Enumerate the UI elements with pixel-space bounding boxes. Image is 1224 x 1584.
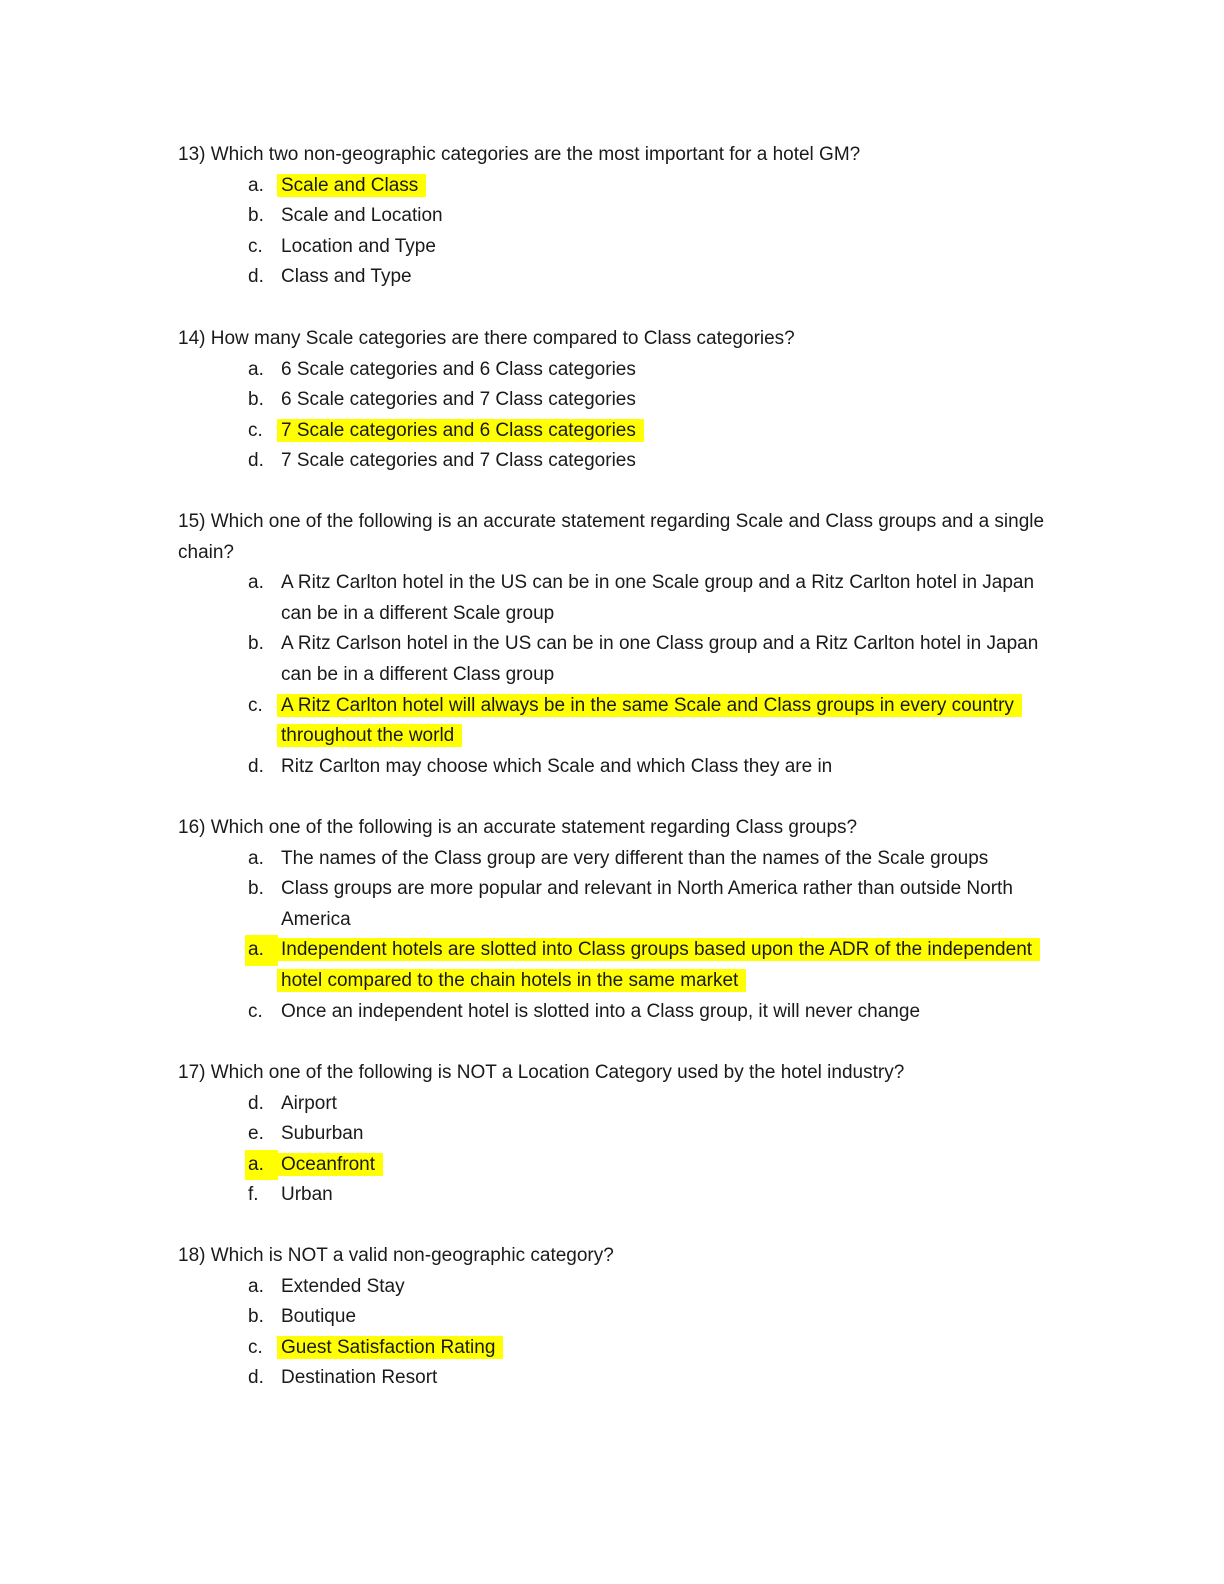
option-item: [178, 1302, 1078, 1333]
option-letter: b.: [248, 633, 264, 655]
question-text: 13) Which two non-geographic categories are the most important for a hotel GM?: [178, 144, 861, 165]
option-text: Scale and Location: [281, 205, 443, 227]
option-letter: d.: [248, 1367, 264, 1389]
option-item: [178, 1150, 1078, 1181]
option-text: Class groups are more popular and relevant in North America rather than outside North America: [281, 878, 1013, 930]
question-16: [178, 813, 1078, 1027]
option-letter: a.: [248, 174, 264, 196]
option-item: [178, 844, 1078, 875]
option-item: [178, 1180, 1078, 1211]
option-letter: d.: [248, 266, 264, 288]
option-text: Independent hotels are slotted into Class groups based upon the ADR of the independent hotel compared to the chain hotels in the same market: [277, 938, 1040, 992]
option-text: 7 Scale categories and 7 Class categories: [281, 450, 636, 472]
option-item: [178, 1272, 1078, 1303]
option-text: Suburban: [281, 1123, 364, 1145]
option-item: [178, 1333, 1078, 1364]
option-letter: c.: [248, 694, 263, 716]
option-text: 6 Scale categories and 6 Class categories: [281, 358, 636, 380]
option-letter: c.: [248, 419, 263, 441]
option-item: [178, 1119, 1078, 1150]
option-list: [178, 171, 1078, 293]
question-text: 17) Which one of the following is NOT a Location Category used by the hotel industry?: [178, 1062, 905, 1083]
option-text: A Ritz Carlson hotel in the US can be in one Class group and a Ritz Carlton hotel in Japan can be in a different Class group: [281, 633, 1039, 685]
option-letter: f.: [248, 1184, 259, 1206]
option-text: Guest Satisfaction Rating: [277, 1336, 503, 1359]
option-item: [178, 935, 1078, 996]
option-text: Boutique: [281, 1306, 357, 1328]
option-letter: b.: [248, 389, 264, 411]
option-item: [178, 201, 1078, 232]
option-letter: d.: [248, 755, 264, 777]
option-list: [178, 1272, 1078, 1394]
option-text: Class and Type: [281, 266, 412, 288]
option-letter: a.: [248, 847, 264, 869]
option-text: Destination Resort: [281, 1367, 438, 1389]
option-item: [178, 1363, 1078, 1394]
question-text: 15) Which one of the following is an accurate statement regarding Scale and Class groups and a single chain?: [178, 511, 1045, 563]
question-text: 18) Which is NOT a valid non-geographic category?: [178, 1245, 614, 1266]
option-item: [178, 171, 1078, 202]
option-item: [178, 691, 1078, 752]
question-15: [178, 507, 1078, 782]
option-letter: b.: [248, 205, 264, 227]
option-letter: a.: [248, 572, 264, 594]
option-text: Extended Stay: [281, 1275, 405, 1297]
option-item: [178, 262, 1078, 293]
option-item: [178, 1089, 1078, 1120]
option-list: [178, 568, 1078, 782]
option-list: [178, 355, 1078, 477]
option-item: [178, 232, 1078, 263]
option-text: Airport: [281, 1092, 337, 1114]
option-letter: a.: [248, 1275, 264, 1297]
option-letter: d.: [248, 450, 264, 472]
question-13: [178, 140, 1078, 293]
question-14: [178, 324, 1078, 477]
option-text: The names of the Class group are very different than the names of the Scale groups: [281, 847, 989, 869]
option-letter: b.: [248, 878, 264, 900]
option-text: A Ritz Carlton hotel in the US can be in one Scale group and a Ritz Carlton hotel in Japan can be in a different Scale group: [281, 572, 1035, 624]
option-item: [178, 752, 1078, 783]
option-text: Ritz Carlton may choose which Scale and which Class they are in: [281, 755, 833, 777]
option-text: 6 Scale categories and 7 Class categories: [281, 389, 636, 411]
option-letter: a.: [248, 358, 264, 380]
option-letter: a.: [245, 935, 278, 966]
option-letter: c.: [248, 1336, 263, 1358]
option-letter: a.: [245, 1150, 278, 1181]
option-text: Urban: [281, 1184, 333, 1206]
option-text: Scale and Class: [277, 174, 426, 197]
option-letter: b.: [248, 1306, 264, 1328]
option-item: [178, 874, 1078, 935]
option-text: 7 Scale categories and 6 Class categories: [277, 419, 644, 442]
question-18: [178, 1241, 1078, 1394]
option-text: Once an independent hotel is slotted into a Class group, it will never change: [281, 1000, 921, 1022]
option-item: [178, 568, 1078, 629]
option-item: [178, 629, 1078, 690]
option-text: A Ritz Carlton hotel will always be in the same Scale and Class groups in every country throughout the world: [277, 694, 1022, 748]
question-text: 16) Which one of the following is an accurate statement regarding Class groups?: [178, 817, 858, 838]
option-item: [178, 385, 1078, 416]
option-letter: c.: [248, 1000, 263, 1022]
option-letter: e.: [248, 1123, 264, 1145]
option-item: [178, 997, 1078, 1028]
option-item: [178, 416, 1078, 447]
option-list: [178, 844, 1078, 1028]
option-text: Oceanfront: [277, 1153, 383, 1176]
option-list: [178, 1089, 1078, 1211]
question-text: 14) How many Scale categories are there compared to Class categories?: [178, 328, 795, 349]
option-letter: c.: [248, 235, 263, 257]
option-item: [178, 355, 1078, 386]
option-item: [178, 446, 1078, 477]
question-17: [178, 1058, 1078, 1211]
option-letter: d.: [248, 1092, 264, 1114]
option-text: Location and Type: [281, 235, 436, 257]
